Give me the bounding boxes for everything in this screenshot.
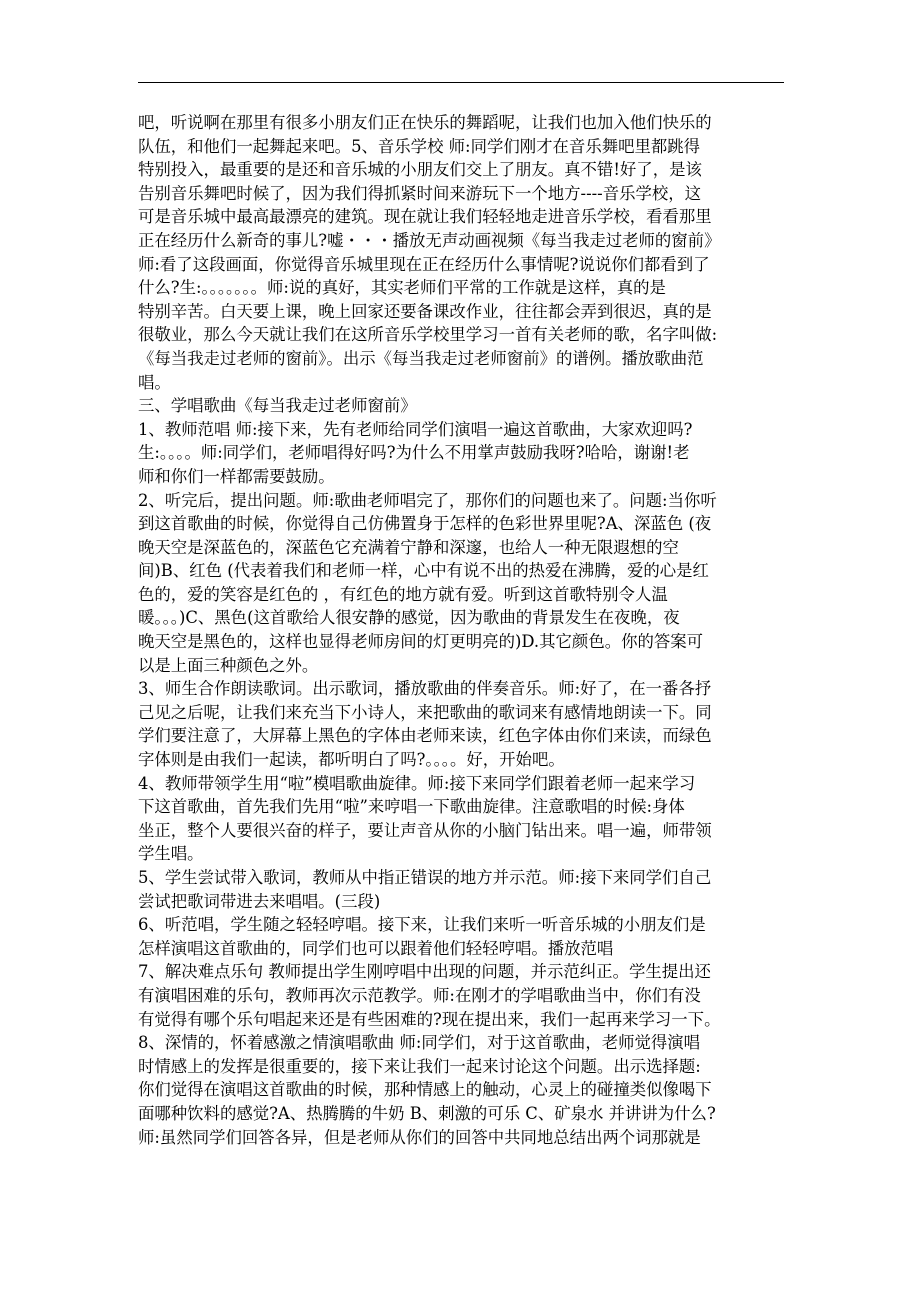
text-line: 时情感上的发挥是很重要的，接下来让我们一起来讨论这个问题。出示选择题: — [138, 1056, 701, 1076]
text-line: 学们要注意了，大屏幕上黑色的字体由老师来读，红色字体由你们来读，而绿色 — [138, 726, 712, 746]
document-body — [138, 111, 798, 1149]
text-line: 2、听完后，提出问题。师:歌曲老师唱完了，那你们的问题也来了。问题:当你听 — [138, 490, 717, 510]
text-line: 4、教师带领学生用“啦”模唱歌曲旋律。师:接下来同学们跟着老师一起来学习 — [138, 773, 696, 793]
text-line: 有觉得有哪个乐句唱起来还是有些困难的?现在提出来，我们一起再来学习一下。 — [138, 1009, 721, 1029]
text-line: 什么?生:。。。。。。。师:说的真好，其实老师们平常的工作就是这样，真的是 — [138, 278, 666, 298]
text-line: 间)B、红色 (代表着我们和老师一样，心中有说不出的热爱在沸腾，爱的心是红 — [138, 561, 709, 581]
text-line: 师:看了这段画面，你觉得音乐城里现在正在经历什么事情呢?说说你们都看到了 — [138, 254, 710, 274]
text-line: 色的，爱的笑容是红色的 ，有红色的地方就有爱。听到这首歌特别令人温 — [138, 584, 668, 604]
text-line: 面哪种饮料的感觉?A、热腾腾的牛奶 B、刺激的可乐 C、矿泉水 并讲讲为什么? — [138, 1103, 716, 1123]
text-line: 学生唱。 — [138, 844, 204, 864]
text-line: 有演唱困难的乐句，教师再次示范教学。师:在刚才的学唱歌曲当中，你们有没 — [138, 985, 701, 1005]
text-line: 《每当我走过老师的窗前》。出示《每当我走过老师窗前》的谱例。播放歌曲范 — [138, 348, 704, 368]
text-line: 8、深情的，怀着感激之情演唱歌曲 师:同学们，对于这首歌曲，老师觉得演唱 — [138, 1033, 701, 1053]
text-line: 己见之后呢，让我们来充当下小诗人，来把歌曲的歌词来有感情地朗读一下。同 — [138, 702, 712, 722]
text-line: 特别辛苦。白天要上课，晚上回家还要备课改作业，往往都会弄到很迟，真的是 — [138, 301, 712, 321]
text-line: 字体则是由我们一起读，都听明白了吗?。。。。好，开始吧。 — [138, 750, 565, 770]
text-line: 告别音乐舞吧时候了，因为我们得抓紧时间来游玩下一个地方----音乐学校，这 — [138, 183, 702, 203]
text-line: 下这首歌曲，首先我们先用“啦”来哼唱一下歌曲旋律。注意歌唱的时候:身体 — [138, 797, 685, 817]
text-line: 正在经历什么新奇的事儿?嘘・・・播放无声动画视频《每当我走过老师的窗前》 — [138, 230, 721, 250]
text-line: 吧，听说啊在那里有很多小朋友们正在快乐的舞蹈呢，让我们也加入他们快乐的 — [138, 113, 712, 132]
text-line: 晚天空是黑色的，这样也显得老师房间的灯更明亮的)D.其它颜色。你的答案可 — [138, 632, 704, 652]
text-line: 队伍，和他们一起舞起来吧。5、音乐学校 师:同学们刚才在音乐舞吧里都跳得 — [138, 136, 701, 156]
text-line: 1、教师范唱 师:接下来，先有老师给同学们演唱一遍这首歌曲，大家欢迎吗? — [138, 419, 693, 439]
text-line: 以是上面三种颜色之外。 — [138, 655, 319, 675]
text-line: 晚天空是深蓝色的，深蓝色它充满着宁静和深邃，也给人一种无限遐想的空 — [138, 537, 679, 557]
text-line: 暖。。。)C、黑色(这首歌给人很安静的感觉，因为歌曲的背景发生在夜晚，夜 — [138, 608, 680, 628]
text-line: 你们觉得在演唱这首歌曲的时候，那种情感上的触动，心灵上的碰撞类似像喝下 — [138, 1080, 712, 1100]
text-line: 师和你们一样都需要鼓励。 — [138, 466, 335, 486]
text-line: 6、听范唱，学生随之轻轻哼唱。接下来，让我们来听一听音乐城的小朋友们是 — [138, 915, 706, 935]
section-heading: 三、学唱歌曲《每当我走过老师窗前》 — [138, 396, 417, 416]
text-line: 怎样演唱这首歌曲的，同学们也可以跟着他们轻轻哼唱。播放范唱 — [138, 938, 614, 958]
text-line: 生:。。。。师:同学们，老师唱得好吗?为什么不用掌声鼓励我呀?哈哈，谢谢!老 — [138, 443, 690, 463]
text-line: 可是音乐城中最高最漂亮的建筑。现在就让我们轻轻地走进音乐学校，看看那里 — [138, 207, 712, 227]
text-line: 师:虽然同学们回答各异，但是老师从你们的回答中共同地总结出两个词那就是 — [138, 1127, 701, 1147]
text-line: 坐正，整个人要很兴奋的样子，要让声音从你的小脑门钻出来。唱一遍，师带领 — [138, 820, 712, 840]
text-line: 很敬业，那么今天就让我们在这所音乐学校里学习一首有关老师的歌，名字叫做: — [138, 325, 718, 345]
text-line: 7、解决难点乐句 教师提出学生刚哼唱中出现的问题，并示范纠正。学生提出还 — [138, 962, 711, 982]
text-line: 尝试把歌词带进去来唱唱。(三段) — [138, 891, 381, 911]
text-line: 3、师生合作朗读歌词。出示歌词，播放歌曲的伴奏音乐。师:好了，在一番各抒 — [138, 679, 712, 699]
text-line: 到这首歌曲的时候，你觉得自己仿佛置身于怎样的色彩世界里呢?A、深蓝色 (夜 — [138, 514, 712, 534]
text-line: 唱。 — [138, 372, 171, 392]
text-line: 特别投入，最重要的是还和音乐城的小朋友们交上了朋友。真不错!好了，是该 — [138, 160, 702, 180]
header-rule — [138, 82, 784, 83]
text-line: 5、学生尝试带入歌词，教师从中指正错误的地方并示范。师:接下来同学们自己 — [138, 868, 712, 887]
